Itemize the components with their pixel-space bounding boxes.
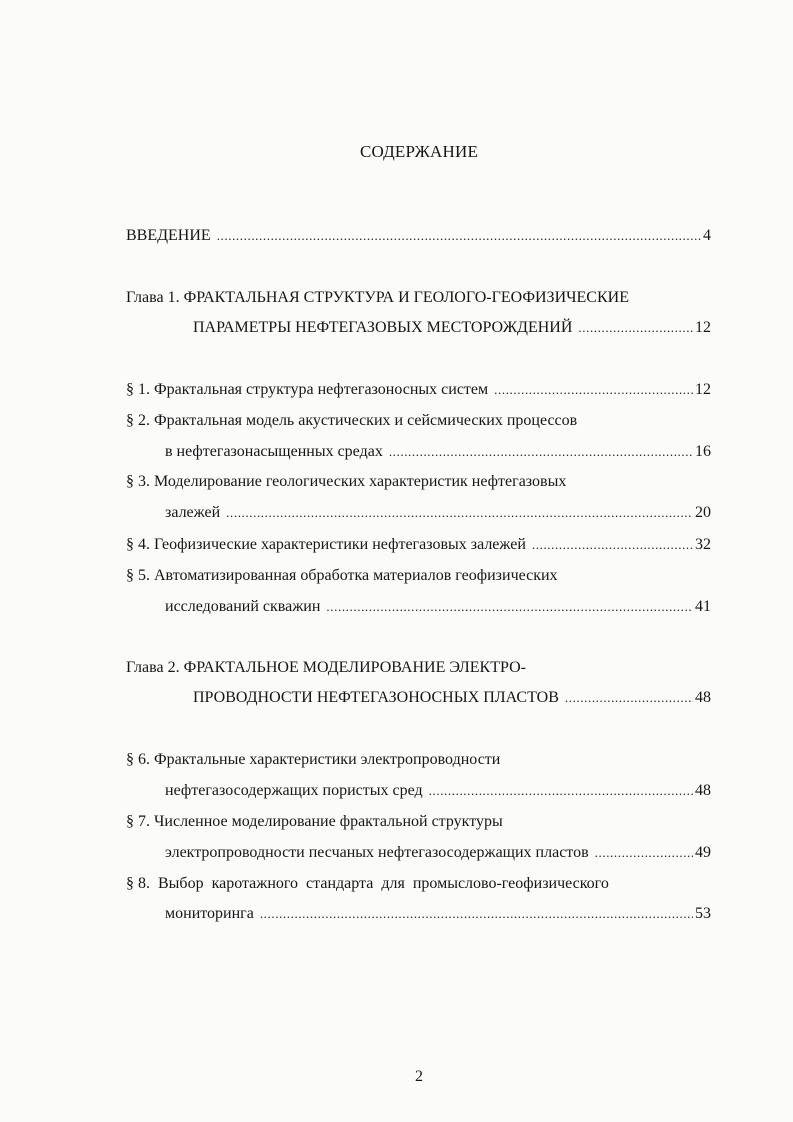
chapter-1-heading-line2: ПАРАМЕТРЫ НЕФТЕГАЗОВЫХ МЕСТОРОЖДЕНИЙ: [193, 319, 573, 336]
toc-page-number: 32: [695, 536, 711, 553]
toc-page-number: 20: [695, 504, 711, 521]
section-7-line1: § 7. Численное моделирование фрактальной структуры: [126, 813, 503, 830]
toc-page-number: 48: [695, 689, 711, 706]
section-3-line1: § 3. Моделирование геологических характеристик нефтегазовых: [126, 473, 567, 490]
toc-entry-section-6: [165, 781, 711, 801]
section-5-line1: § 5. Автоматизированная обработка материалов геофизических: [126, 567, 558, 584]
toc-entry-label: § 1. Фрактальная структура нефтегазоносных систем: [126, 381, 489, 398]
dot-leader: [578, 318, 693, 338]
section-8-line2: мониторинга: [165, 905, 254, 922]
dot-leader: [389, 442, 693, 462]
dot-leader: [226, 503, 693, 523]
toc-entry-label: ВВЕДЕНИЕ: [126, 227, 211, 244]
dot-leader: [532, 535, 693, 555]
toc-entry-intro: [126, 226, 711, 246]
dot-leader: [429, 781, 693, 801]
page-number: 2: [415, 1068, 423, 1085]
dot-leader: [260, 904, 693, 924]
toc-page-number: 12: [695, 381, 711, 398]
toc-page-number: 48: [695, 782, 711, 799]
toc-page-number: 4: [703, 227, 711, 244]
dot-leader: [595, 843, 693, 863]
toc-entry-section-8: [165, 904, 711, 924]
page-title: СОДЕРЖАНИЕ: [359, 142, 479, 161]
toc-entry-section-3: [165, 503, 711, 523]
toc-page-number: 16: [695, 443, 711, 460]
section-5-line2: исследований скважин: [165, 598, 321, 615]
chapter-1-heading-line1: Глава 1. ФРАКТАЛЬНАЯ СТРУКТУРА И ГЕОЛОГО-ГЕОФИЗИЧЕСКИЕ: [126, 289, 629, 306]
toc-entry-section-5: [165, 597, 711, 617]
section-8-line1: § 8. Выбор каротажного стандарта для промыслово-геофизического: [126, 875, 609, 892]
section-6-line2: нефтегазосодержащих пористых сред: [165, 782, 423, 799]
dot-leader: [494, 380, 693, 400]
chapter-2-heading-line1: Глава 2. ФРАКТАЛЬНОЕ МОДЕЛИРОВАНИЕ ЭЛЕКТРО-: [126, 659, 526, 676]
toc-page-number: 49: [695, 844, 711, 861]
toc-entry-section-7: [165, 843, 711, 863]
dot-leader: [565, 688, 693, 708]
toc-entry-section-4: [126, 535, 711, 555]
dot-leader: [326, 597, 693, 617]
toc-entry-section-2: [165, 442, 711, 462]
chapter-2-heading-line2: ПРОВОДНОСТИ НЕФТЕГАЗОНОСНЫХ ПЛАСТОВ: [193, 689, 559, 706]
section-6-line1: § 6. Фрактальные характеристики электропроводности: [126, 751, 501, 768]
toc-entry-section-1: [126, 380, 711, 400]
toc-entry-label: § 4. Геофизические характеристики нефтегазовых залежей: [126, 536, 526, 553]
section-3-line2: залежей: [165, 504, 221, 521]
toc-page-number: 12: [695, 319, 711, 336]
section-7-line2: электропроводности песчаных нефтегазосодержащих пластов: [165, 844, 589, 861]
section-2-line2: в нефтегазонасыщенных средах: [165, 443, 383, 460]
dot-leader: [217, 226, 701, 246]
toc-entry-chapter-2: [193, 688, 711, 708]
section-2-line1: § 2. Фрактальная модель акустических и сейсмических процессов: [126, 412, 578, 429]
toc-entry-chapter-1: [193, 318, 711, 338]
toc-page-number: 41: [695, 598, 711, 615]
toc-page-number: 53: [695, 905, 711, 922]
